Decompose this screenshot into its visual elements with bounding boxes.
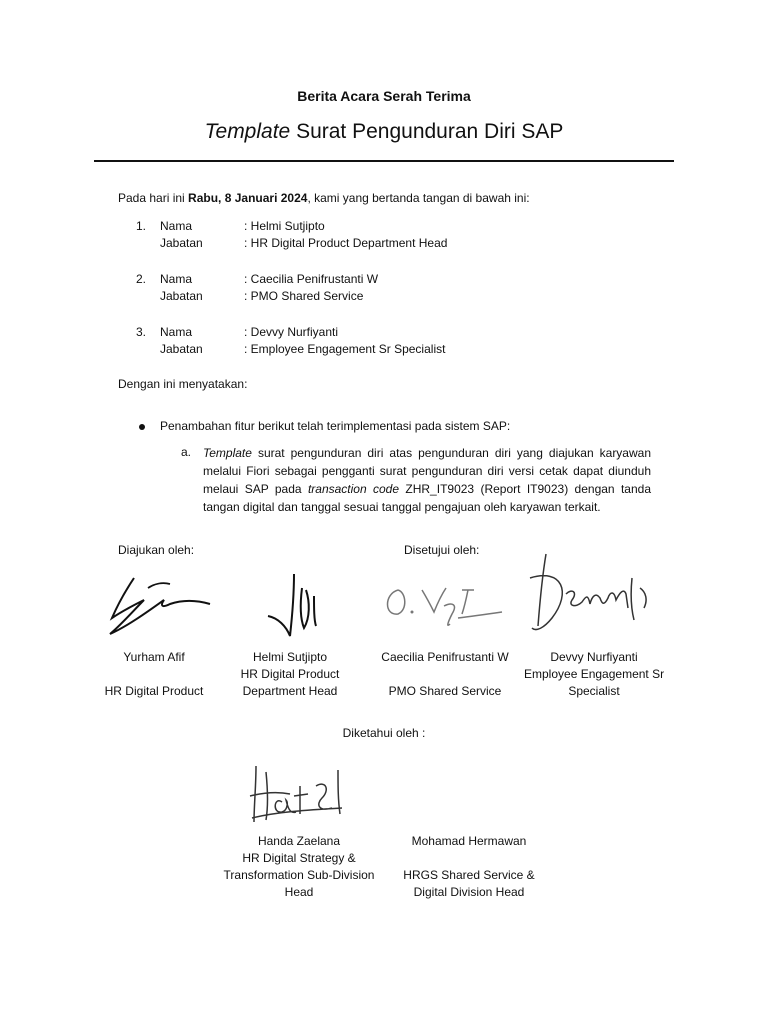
signer-devvy-nurfiyanti bbox=[524, 649, 664, 700]
para-text-1: surat pengunduran diri atas pengunduran diri yang diajukan karyawan melalui Fiori sebagai pengganti surat pengunduran diri versi cetak dapat diunduh melaui SAP pada bbox=[203, 446, 651, 496]
signer-yurham-afif bbox=[94, 649, 214, 700]
signer-name: Handa Zaelana bbox=[257, 834, 341, 848]
party-3-jabatan: : Employee Engagement Sr Specialist bbox=[244, 342, 446, 356]
party-2-jabatan: : PMO Shared Service bbox=[244, 289, 364, 303]
party-1-number: 1. bbox=[136, 219, 147, 233]
signer-name: Caecilia Penifrustanti W bbox=[381, 650, 509, 664]
acknowledged-by-label: Diketahui oleh : bbox=[342, 726, 426, 740]
intro-prefix: Pada hari ini bbox=[118, 191, 189, 205]
signer-title-line-1: HR Digital Product bbox=[240, 667, 340, 681]
title-italic: Template bbox=[204, 120, 291, 143]
signer-name: Mohamad Hermawan bbox=[411, 834, 527, 848]
party-1-nama-label: Nama bbox=[160, 219, 193, 233]
signer-spacer bbox=[372, 666, 518, 683]
signer-mohamad-hermawan bbox=[394, 833, 544, 901]
para-italic-1: Template bbox=[203, 446, 252, 460]
intro-text bbox=[118, 190, 530, 207]
signature-handa-zaelana bbox=[246, 756, 356, 828]
party-1-jabatan: : HR Digital Product Department Head bbox=[244, 236, 448, 250]
signer-title-line-3: Head bbox=[284, 885, 314, 899]
signer-name: Helmi Sutjipto bbox=[252, 650, 328, 664]
party-2-jabatan-label: Jabatan bbox=[160, 289, 203, 303]
signer-title: HR Digital Product bbox=[104, 684, 204, 698]
para-text-2: ZHR_IT9023 (Report IT9023) dengan tanda tangan digital dan tanggal sesuai tanggal pengajuan oleh karyawan terkait. bbox=[203, 482, 651, 514]
party-3-jabatan-label: Jabatan bbox=[160, 342, 203, 356]
signer-title-line-2: Transformation Sub-Division bbox=[223, 868, 375, 882]
title-rest: Surat Pengunduran Diri SAP bbox=[290, 120, 564, 143]
title-divider bbox=[94, 160, 674, 162]
signer-title-line-1: Employee Engagement Sr bbox=[524, 667, 665, 681]
signer-title-line-2: Specialist bbox=[568, 684, 620, 698]
signature-devvy-nurfiyanti bbox=[522, 548, 662, 638]
submitted-by-label: Diajukan oleh: bbox=[118, 543, 195, 557]
signer-title-line-2: Digital Division Head bbox=[413, 885, 525, 899]
signer-spacer bbox=[94, 666, 214, 683]
declaration-intro: Dengan ini menyatakan: bbox=[118, 377, 248, 391]
signer-name: Devvy Nurfiyanti bbox=[550, 650, 638, 664]
document-subtitle: Berita Acara Serah Terima bbox=[297, 88, 471, 104]
signer-name: Yurham Afif bbox=[123, 650, 185, 664]
party-1-nama: : Helmi Sutjipto bbox=[244, 219, 325, 233]
signer-title-line-1: HR Digital Strategy & bbox=[242, 851, 356, 865]
declaration-paragraph bbox=[203, 444, 651, 516]
party-3-nama-label: Nama bbox=[160, 325, 193, 339]
approved-by-label: Disetujui oleh: bbox=[404, 543, 480, 557]
party-3-number: 3. bbox=[136, 325, 147, 339]
para-italic-2: transaction code bbox=[307, 482, 400, 496]
signer-spacer bbox=[394, 850, 544, 867]
signature-yurham-afif bbox=[104, 570, 214, 640]
signer-helmi-sutjipto bbox=[230, 649, 350, 700]
signer-title-line-1: HRGS Shared Service & bbox=[403, 868, 535, 882]
signer-handa-zaelana bbox=[214, 833, 384, 901]
party-2-nama-label: Nama bbox=[160, 272, 193, 286]
intro-suffix: , kami yang bertanda tangan di bawah ini: bbox=[307, 191, 530, 205]
signer-title: PMO Shared Service bbox=[388, 684, 502, 698]
party-1-jabatan-label: Jabatan bbox=[160, 236, 203, 250]
signature-helmi-sutjipto bbox=[258, 568, 328, 642]
signer-caecilia-penifrustanti bbox=[372, 649, 518, 700]
party-2-number: 2. bbox=[136, 272, 147, 286]
party-3-nama: : Devvy Nurfiyanti bbox=[244, 325, 339, 339]
bullet-icon bbox=[139, 424, 145, 430]
sub-item-label: a. bbox=[181, 445, 192, 459]
party-2-nama: : Caecilia Penifrustanti W bbox=[244, 272, 379, 286]
document-title bbox=[0, 120, 768, 144]
declaration-bullet: Penambahan fitur berikut telah terimplementasi pada sistem SAP: bbox=[160, 419, 511, 433]
intro-date: Rabu, 8 Januari 2024 bbox=[188, 191, 308, 205]
signer-title-line-2: Department Head bbox=[242, 684, 338, 698]
signature-caecilia-penifrustanti bbox=[378, 576, 508, 632]
